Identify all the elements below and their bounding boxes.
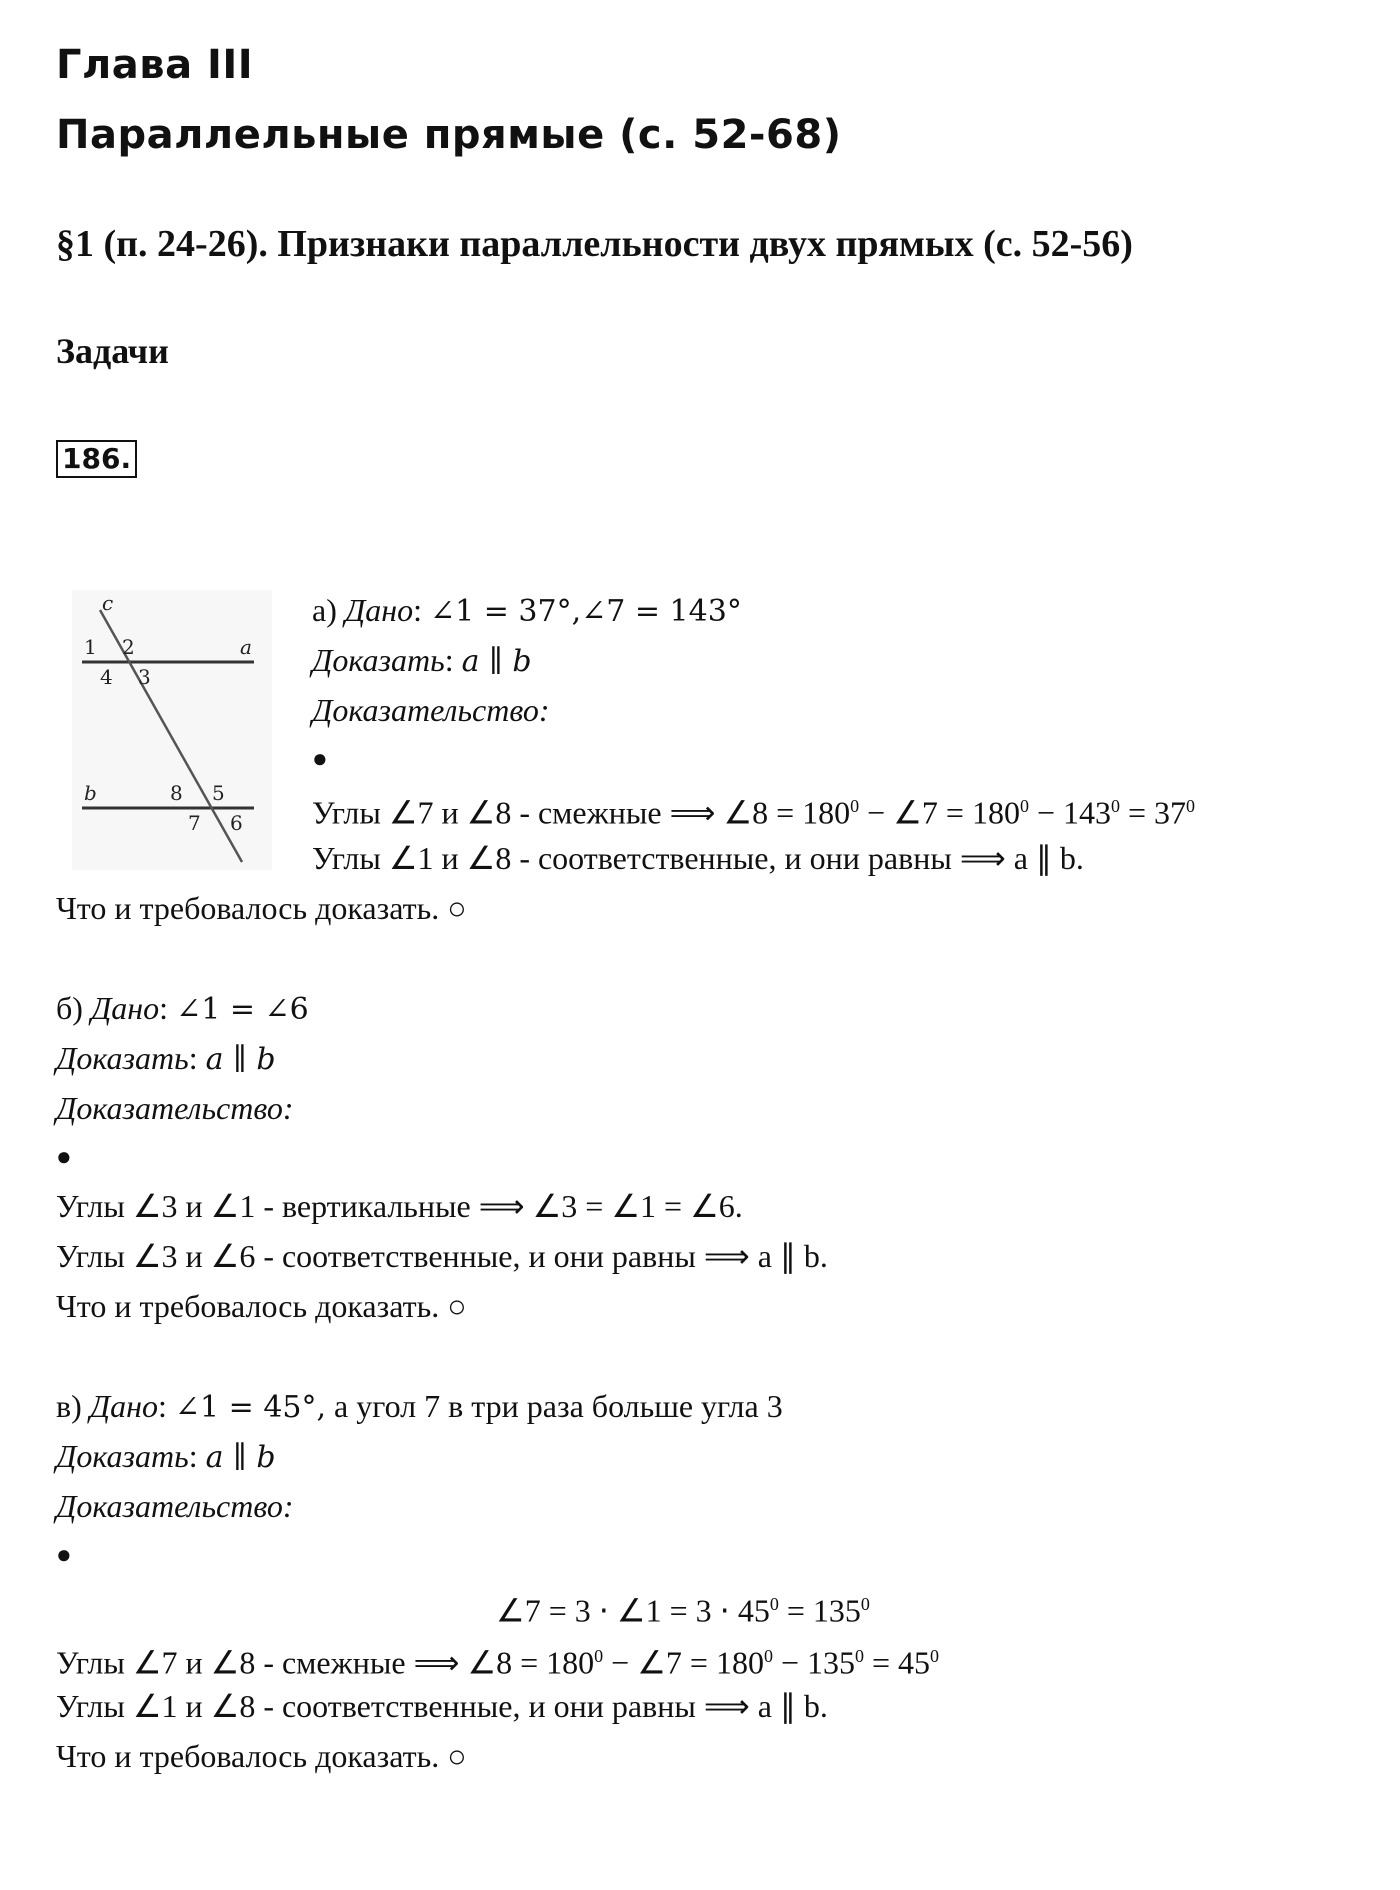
label-b: b	[84, 781, 97, 805]
problem-number: 186.	[56, 440, 137, 478]
part-b-line2: Углы ∠3 и ∠6 - соответственные, и они равны ⟹ a ∥ b.	[56, 1238, 828, 1274]
label-3: 3	[138, 665, 151, 689]
label-8: 8	[170, 781, 183, 805]
part-c-bullet: ●	[56, 1540, 72, 1569]
section-title: §1 (п. 24-26). Признаки параллельности двух прямых (с. 52-56)	[56, 223, 1133, 265]
label-7: 7	[188, 811, 201, 835]
part-a-conclusion: Что и требовалось доказать. ○	[56, 890, 467, 926]
part-b-line1: Углы ∠3 и ∠1 - вертикальные ⟹ ∠3 = ∠1 = ∠6.	[56, 1188, 743, 1224]
part-b-bullet: ●	[56, 1142, 72, 1171]
part-c-given: в) Дано: ∠1 = 45°, а угол 7 в три раза больше угла 3	[56, 1388, 783, 1425]
chapter-label: Глава III	[56, 42, 254, 88]
chapter-title: Параллельные прямые (с. 52-68)	[56, 112, 842, 158]
part-c-line1: Углы ∠7 и ∠8 - смежные ⟹ ∠8 = $180^0$ − ∠7 = $180^0 - 135^0 = 45^0$	[56, 1644, 940, 1681]
part-c-line2: Углы ∠1 и ∠8 - соответственные, и они равны ⟹ a ∥ b.	[56, 1688, 828, 1724]
part-b-prove: Доказать: a ∥ b	[56, 1040, 276, 1077]
part-c-equation: ∠7 = 3 ⋅ ∠1 = $3 \cdot 45^0 = 135^0$	[496, 1592, 870, 1629]
label-c: c	[102, 591, 114, 615]
part-b-proof-label: Доказательство:	[56, 1090, 294, 1126]
parallel-lines-figure	[72, 590, 272, 870]
part-b-given: б) Дано: ∠1 = ∠6	[56, 990, 309, 1027]
part-a-proof-label: Доказательство:	[312, 692, 550, 728]
part-c-prove: Доказать: a ∥ b	[56, 1438, 276, 1475]
part-c-conclusion: Что и требовалось доказать. ○	[56, 1738, 467, 1774]
label-1: 1	[84, 635, 97, 659]
part-a-line1: Углы ∠7 и ∠8 - смежные ⟹ ∠8 = $180^0$ − ∠7 = $180^0 - 143^0 = 37^0$	[312, 794, 1196, 831]
label-5: 5	[212, 781, 225, 805]
label-6: 6	[230, 811, 243, 835]
label-2: 2	[122, 635, 135, 659]
part-a-given: а) Дано: ∠1 = 37°,∠7 = 143°	[312, 592, 742, 629]
part-b-conclusion: Что и требовалось доказать. ○	[56, 1288, 467, 1324]
part-a-prove: Доказать: a ∥ b	[312, 642, 532, 679]
part-a-line2: Углы ∠1 и ∠8 - соответственные, и они равны ⟹ a ∥ b.	[312, 840, 1084, 876]
part-a-bullet: ●	[312, 744, 328, 773]
tasks-heading: Задачи	[56, 331, 169, 371]
label-4: 4	[100, 665, 113, 689]
part-c-proof-label: Доказательство:	[56, 1488, 294, 1524]
label-a: a	[240, 635, 252, 659]
